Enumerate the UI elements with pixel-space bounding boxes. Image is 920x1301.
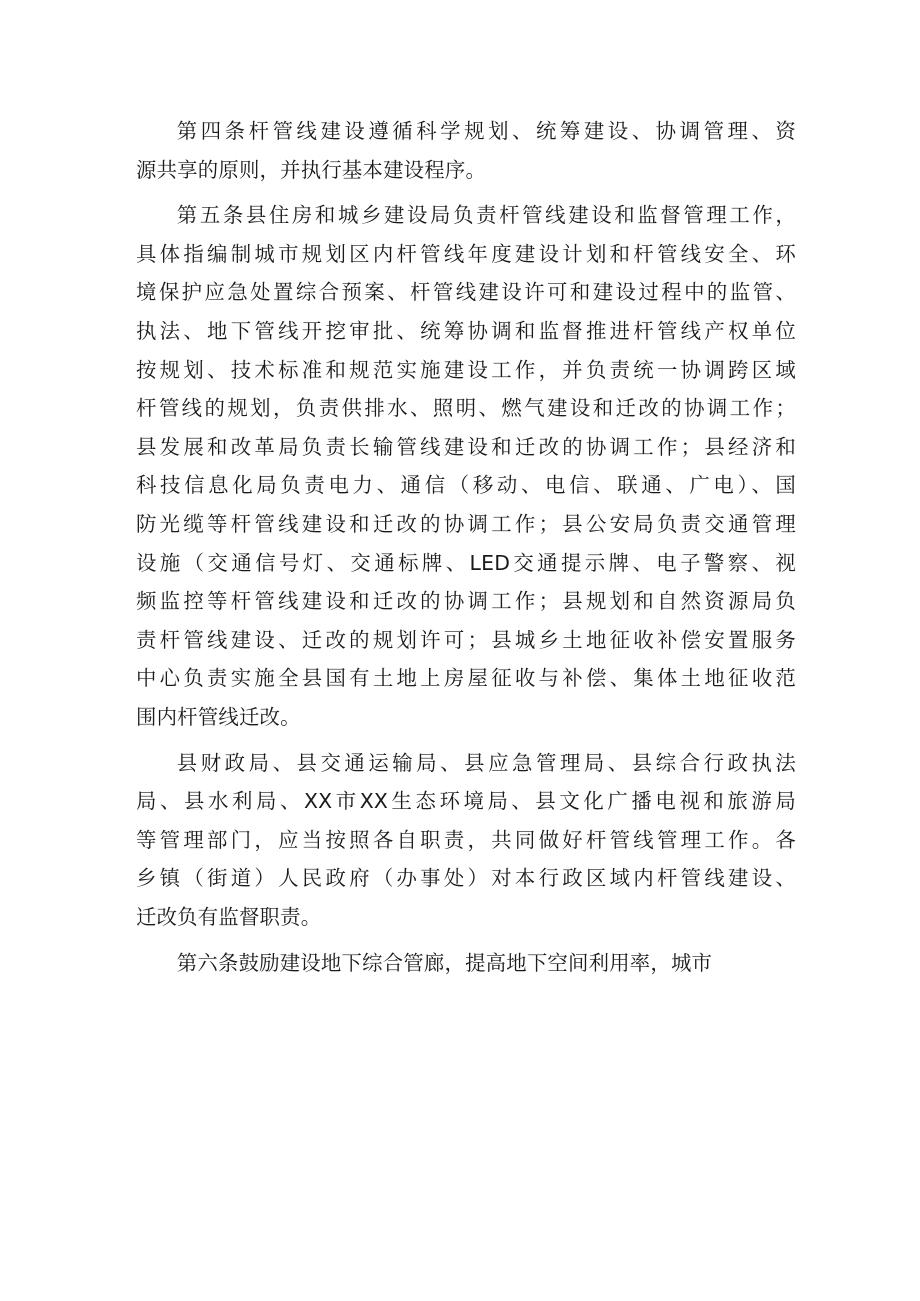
text-line: 责杆管线建设、迁改的规划许可；县城乡土地征收补偿安置服务 (136, 627, 796, 652)
text-line: 第四条杆管线建设遵循科学规划、统筹建设、协调管理、资 (176, 119, 796, 143)
text-line: 局、县水利局、XX市XX生态环境局、县文化广播电视和旅游局 (136, 789, 796, 814)
text-line: 乡镇（街道）人民政府（办事处）对本行政区域内杆管线建设、 (136, 866, 796, 891)
text-line: 等管理部门，应当按照各自职责，共同做好杆管线管理工作。各 (136, 827, 796, 852)
text-line: 具体指编制城市规划区内杆管线年度建设计划和杆管线安全、环 (136, 241, 796, 266)
text-line: 杆管线的规划，负责供排水、照明、燃气建设和迁改的协调工作； (136, 396, 796, 421)
text-line: 源共享的原则，并执行基本建设程序。 (136, 157, 487, 182)
text-line: 县财政局、县交通运输局、县应急管理局、县综合行政执法 (176, 750, 796, 775)
text-line: 按规划、技术标准和规范实施建设工作，并负责统一协调跨区域 (136, 357, 796, 382)
paragraph-article-5 (136, 196, 796, 736)
text-line: 第五条县住房和城乡建设局负责杆管线建设和监督管理工作， (176, 203, 796, 228)
text-line: 第六条鼓励建设地下综合管廊，提高地下空间利用率，城市 (176, 951, 713, 976)
paragraph-article-6 (136, 944, 796, 983)
paragraph-departments (136, 744, 796, 937)
text-line: 中心负责实施全县国有土地上房屋征收与补偿、集体土地征收范 (136, 666, 796, 691)
text-line: 防光缆等杆管线建设和迁改的协调工作；县公安局负责交通管理 (136, 511, 796, 536)
text-line: 设施（交通信号灯、交通标牌、LED交通提示牌、电子警察、视 (136, 550, 796, 575)
paragraph-article-4 (136, 112, 796, 189)
text-line: 执法、地下管线开挖审批、统筹协调和监督推进杆管线产权单位 (136, 318, 796, 343)
text-line: 科技信息化局负责电力、通信（移动、电信、联通、广电）、国 (136, 473, 796, 498)
text-line: 频监控等杆管线建设和迁改的协调工作；县规划和自然资源局负 (136, 589, 796, 614)
text-line: 迁改负有监督职责。 (136, 904, 322, 929)
document-body (136, 112, 796, 983)
text-line: 围内杆管线迁改。 (136, 704, 301, 729)
text-line: 境保护应急处置综合预案、杆管线建设许可和建设过程中的监管、 (136, 280, 796, 305)
text-line: 县发展和改革局负责长输管线建设和迁改的协调工作；县经济和 (136, 434, 796, 459)
